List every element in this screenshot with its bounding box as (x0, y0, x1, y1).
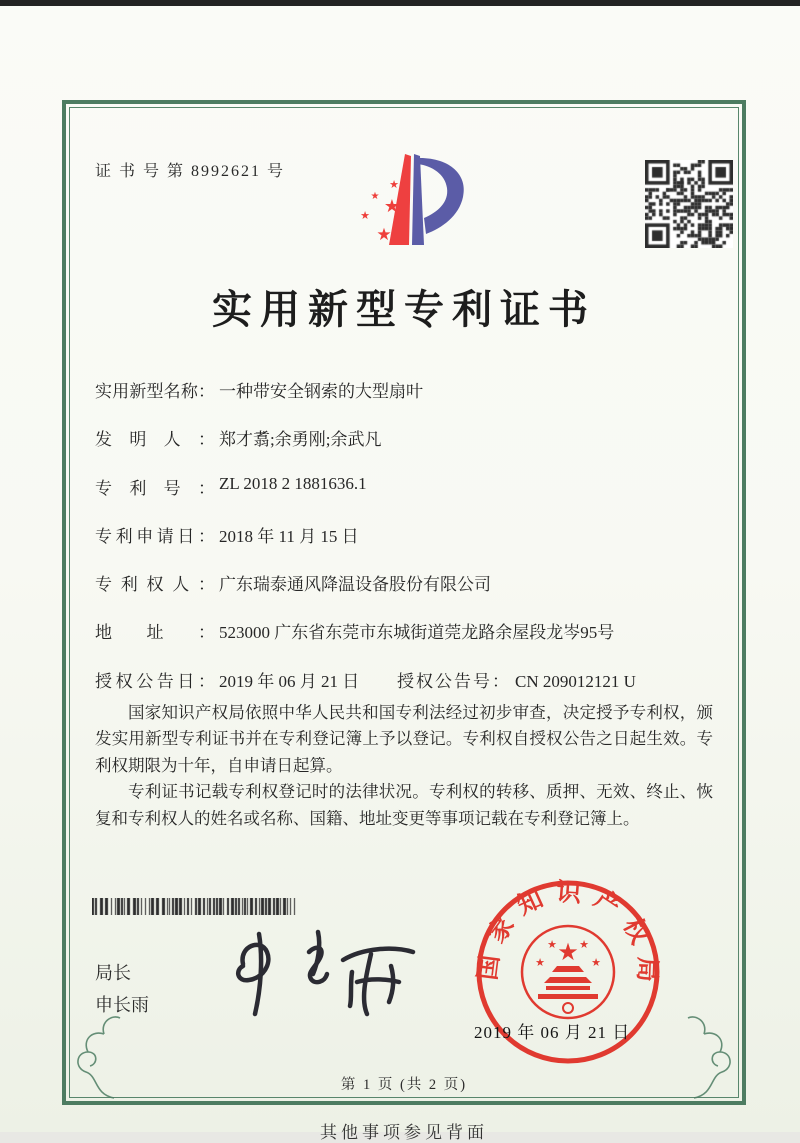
seal-date: 2019 年 06 月 21 日 (474, 1023, 631, 1042)
seal-ring-text: 国家知识产权局 (474, 878, 661, 994)
corner-flourish-icon (64, 1004, 122, 1102)
back-note: 其他事项参见背面 (320, 1123, 488, 1142)
field-label: 专利申请日： (95, 526, 215, 546)
svg-text:★: ★ (579, 938, 589, 951)
svg-text:★: ★ (360, 209, 370, 222)
field-row-filing-date (95, 522, 723, 546)
certificate-title: 实用新型专利证书 (212, 287, 596, 332)
body-paragraph: 专利证书记载专利权登记时的法律状况。专利权的转移、质押、无效、终止、恢复和专利权人的姓名或名称、国籍、地址变更等事项记载在专利登记簿上。 (95, 782, 713, 828)
scan-edge-strip (0, 0, 800, 6)
svg-text:★: ★ (389, 178, 399, 191)
svg-text:★: ★ (591, 956, 601, 969)
corner-flourish-icon (686, 1004, 744, 1102)
field-value: 郑才翥;余勇刚;余武凡 (219, 430, 382, 450)
svg-text:★: ★ (535, 956, 545, 969)
field-value: ZL 2018 2 1881636.1 (219, 473, 367, 493)
field-label: 实用新型名称： (95, 382, 215, 401)
qr-code (645, 160, 733, 248)
signer-title: 局长 (95, 963, 131, 983)
certificate-body-text (95, 700, 713, 832)
field-value: 2019 年 06 月 21 日 (219, 671, 360, 691)
field-row-patentee (95, 570, 723, 595)
cnipa-logo-icon (348, 148, 480, 260)
field-row-inventors (95, 425, 723, 450)
field-label: 专利号： (95, 478, 215, 498)
field-label: 发明人： (95, 430, 215, 450)
field-label: 授权公告日： (95, 671, 215, 691)
svg-text:★: ★ (547, 938, 557, 951)
body-paragraph: 国家知识产权局依照中华人民共和国专利法经过初步审查，决定授予专利权，颁发实用新型专利证书并在专利登记簿上予以登记。专利权自授权公告之日起生效。专利权期限为十年，自申请日起算。 (95, 703, 713, 775)
field-row-grant (95, 667, 723, 691)
field-value: 一种带安全钢索的大型扇叶 (219, 382, 423, 401)
signature-handwriting-icon (205, 922, 420, 1022)
logo-blue-bowl (418, 158, 464, 234)
svg-text:★: ★ (557, 938, 579, 966)
grant-number-value: CN 209012121 U (515, 671, 636, 691)
barcode (92, 898, 299, 915)
certificate-number: 证 书 号 第 8992621 号 (95, 163, 286, 180)
national-emblem (522, 926, 614, 1018)
field-row-address (95, 618, 723, 643)
logo-blue-bar (412, 154, 424, 245)
page-indicator: 第 1 页 (共 2 页) (340, 1077, 468, 1093)
field-label: 地址： (95, 623, 215, 643)
svg-text:★: ★ (383, 196, 401, 217)
signer-name: 申长雨 (95, 995, 149, 1015)
field-value: 广东瑞泰通风降温设备股份有限公司 (219, 575, 491, 595)
field-value: 523000 广东省东莞市东城街道莞龙路余屋段龙岑95号 (219, 623, 615, 643)
field-label: 专利权人： (95, 575, 215, 595)
svg-text:国家知识产权局 (473, 878, 661, 993)
field-row-name (95, 377, 723, 401)
svg-text:★: ★ (376, 225, 392, 245)
grant-number-label: 授权公告号： (397, 671, 511, 691)
field-row-patent-number (95, 473, 723, 498)
field-value: 2018 年 11 月 15 日 (219, 526, 359, 546)
certificate-fields (95, 377, 723, 715)
svg-text:★: ★ (370, 191, 380, 202)
